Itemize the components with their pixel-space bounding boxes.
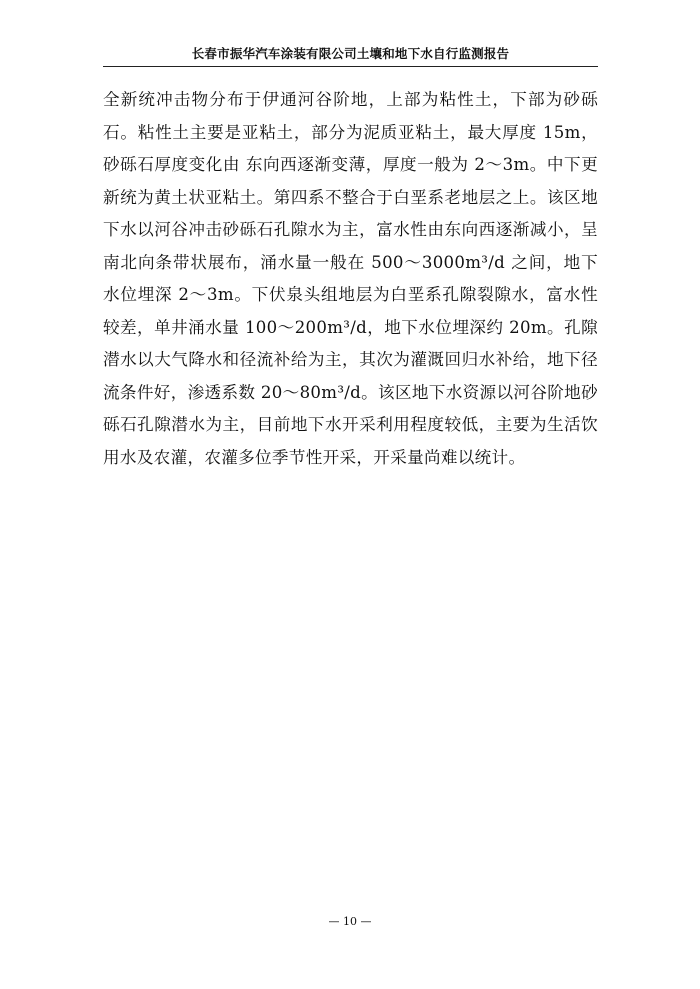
page-number: — 10 — bbox=[328, 915, 372, 928]
page-header-title: 长春市振华汽车涂装有限公司土壤和地下水自行监测报告 bbox=[191, 46, 510, 61]
body-paragraph: 全新统冲击物分布于伊通河谷阶地，上部为粘性土，下部为砂砾石。粘性土主要是亚粘土，部分为泥质亚粘土，最大厚度 15m，砂砾石厚度变化由 东向西逐渐变薄，厚度一般为 2～3m。中下更新统为黄土状亚粘土。第四系不整合于白垩系老地层之上。该区地下水以河谷冲击砂砾石孔隙水为主，富水性由东向西逐渐减小，呈南北向条带状展布，涌水量一般在 500～3000m³/d 之间，地下水位埋深 2～3m。下伏泉头组地层为白垩系孔隙裂隙水，富水性较差，单井涌水量 100～200m³/d，地下水位埋深约 20m。孔隙潜水以大气降水和径流补给为主，其次为灌溉回归水补给，地下径流条件好，渗透系数 20～80m³/d。该区地下水资源以河谷阶地砂砾石孔隙潜水为主，目前地下水开采利用程度较低，主要为生活饮用水及农灌，农灌多位季节性开采，开采量尚难以统计。 bbox=[103, 90, 598, 467]
header-divider bbox=[103, 66, 598, 67]
